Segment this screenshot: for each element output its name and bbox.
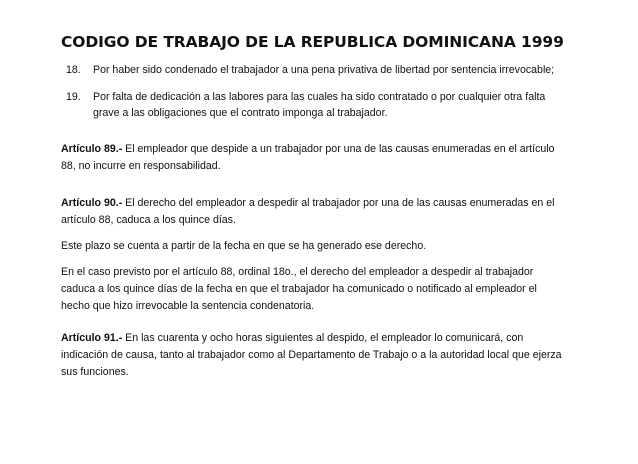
paragraph-text: caduca a los quince días de la fecha en que el trabajador ha comunicado o notificado al empleador el: [61, 283, 537, 295]
list-item-number: 19.: [66, 91, 81, 103]
paragraph-text: hecho que hizo irrevocable la sentencia condenatoria.: [61, 300, 315, 312]
article-text-continued: 88, no incurre en responsabilidad.: [61, 160, 221, 172]
article-text-continued: artículo 88, caduca a los quince días.: [61, 214, 236, 226]
article-text-continued: sus funciones.: [61, 366, 129, 378]
article-text: El empleador que despide a un trabajador por una de las causas enumeradas en el artículo: [122, 143, 555, 155]
list-item-number: 18.: [66, 64, 81, 76]
article-90: [61, 195, 586, 229]
list-item-text: Por haber sido condenado el trabajador a una pena privativa de libertad por sentencia irrevocable;: [93, 64, 555, 76]
document-title: CODIGO DE TRABAJO DE LA REPUBLICA DOMINICANA 1999: [61, 33, 564, 51]
paragraph-caso-previsto: [61, 264, 586, 315]
article-label: Artículo 91.-: [61, 332, 123, 344]
paragraph-text: En el caso previsto por el artículo 88, ordinal 18o., el derecho del empleador a despedir al trabajador: [61, 266, 534, 278]
list-item-18: [66, 62, 611, 78]
article-text-continued: indicación de causa, tanto al trabajador como al Departamento de Trabajo o a la autoridad local que ejerza: [61, 349, 562, 361]
paragraph-plazo: [61, 238, 586, 255]
article-label: Artículo 89.-: [61, 143, 123, 155]
list-item-19: [66, 89, 611, 121]
article-text: El derecho del empleador a despedir al trabajador por una de las causas enumeradas en el: [122, 197, 555, 209]
article-label: Artículo 90.-: [61, 197, 123, 209]
paragraph-text: Este plazo se cuenta a partir de la fecha en que se ha generado ese derecho.: [61, 240, 427, 252]
article-91: [61, 330, 586, 381]
list-item-text-continued: grave a las obligaciones que el contrato imponga al trabajador.: [93, 107, 388, 119]
article-89: [61, 141, 586, 175]
list-item-text: Por falta de dedicación a las labores para las cuales ha sido contratado o por cualquier otra falta: [93, 91, 546, 103]
article-text: En las cuarenta y ocho horas siguientes al despido, el empleador lo comunicará, con: [122, 332, 524, 344]
